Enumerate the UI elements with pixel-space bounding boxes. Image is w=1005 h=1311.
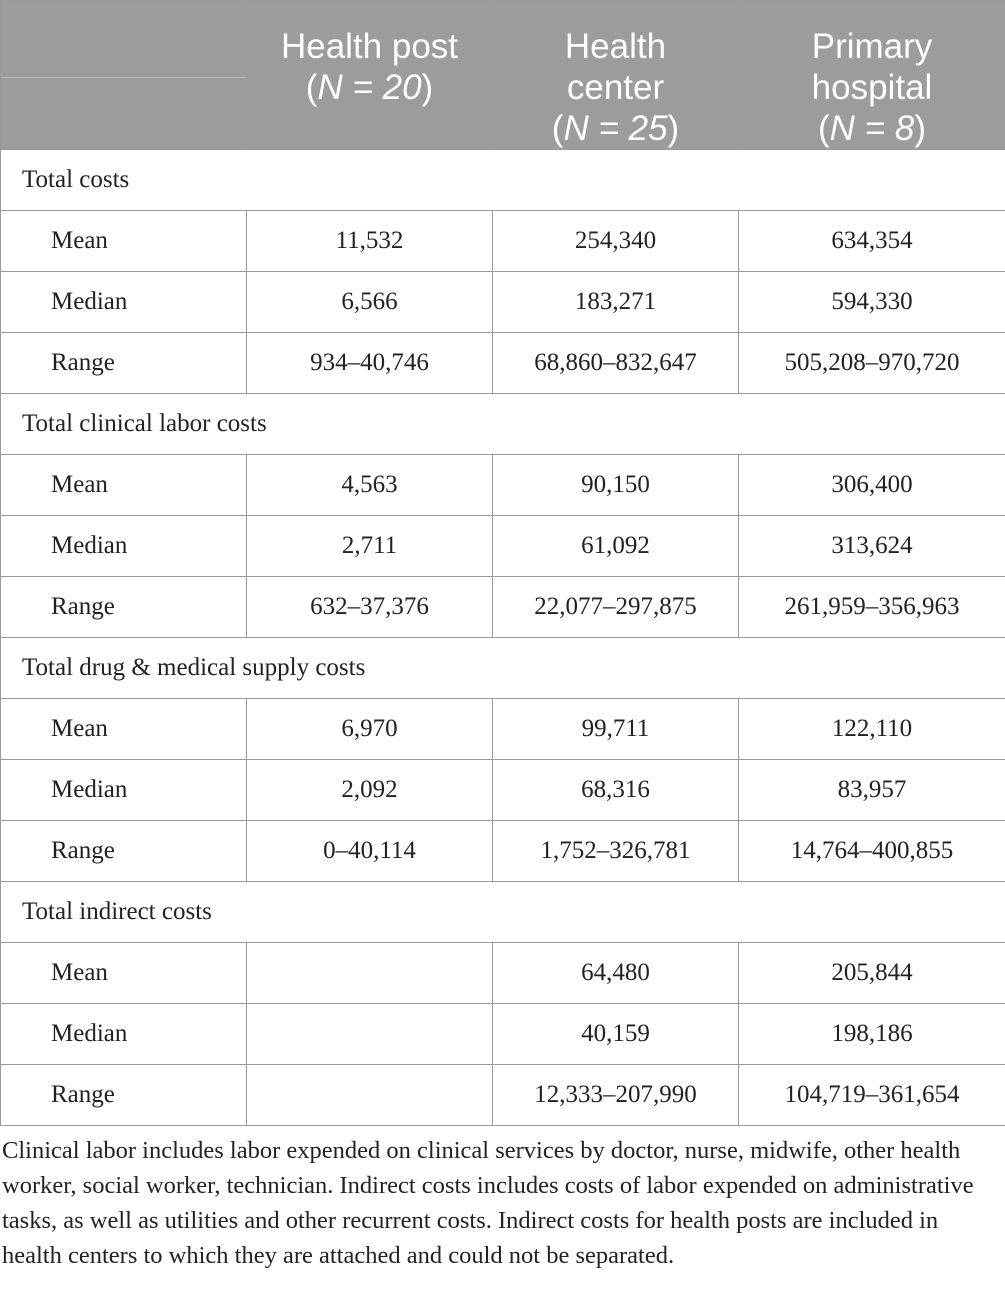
table-body — [1, 150, 1005, 1126]
stat-label: Median — [1, 760, 247, 821]
group-row-drug-supply — [1, 638, 1005, 699]
value-cell: 198,186 — [739, 1004, 1005, 1065]
stat-label: Range — [1, 333, 247, 394]
header-label: center — [566, 68, 665, 107]
value-cell: 68,316 — [493, 760, 739, 821]
table-row — [1, 516, 1005, 577]
table-row — [1, 943, 1005, 1004]
table-row — [1, 1004, 1005, 1065]
table-row — [1, 699, 1005, 760]
value-cell: 4,563 — [247, 455, 493, 516]
stat-label: Range — [1, 821, 247, 882]
value-cell — [247, 943, 493, 1004]
value-cell: 0–40,114 — [247, 821, 493, 882]
header-label: Health — [564, 27, 667, 66]
stat-label: Range — [1, 1065, 247, 1126]
value-cell: 122,110 — [739, 699, 1005, 760]
value-cell: 64,480 — [493, 943, 739, 1004]
stat-label: Mean — [1, 699, 247, 760]
stat-label: Range — [1, 577, 247, 638]
value-cell: 11,532 — [247, 211, 493, 272]
table-row — [1, 577, 1005, 638]
value-cell: 306,400 — [739, 455, 1005, 516]
value-cell: 505,208–970,720 — [739, 333, 1005, 394]
value-cell: 14,764–400,855 — [739, 821, 1005, 882]
value-cell: 99,711 — [493, 699, 739, 760]
value-cell: 12,333–207,990 — [493, 1065, 739, 1126]
value-cell: 1,752–326,781 — [493, 821, 739, 882]
table-row — [1, 272, 1005, 333]
header-n-label: N = 25 — [563, 109, 668, 148]
header-n-label: N = 8 — [829, 109, 915, 148]
group-label: Total indirect costs — [1, 882, 1005, 943]
table-row — [1, 455, 1005, 516]
table-row — [1, 211, 1005, 272]
value-cell: 261,959–356,963 — [739, 577, 1005, 638]
group-row-indirect — [1, 882, 1005, 943]
stat-label: Median — [1, 516, 247, 577]
value-cell: 83,957 — [739, 760, 1005, 821]
header-label: Health post — [280, 27, 459, 66]
value-cell: 22,077–297,875 — [493, 577, 739, 638]
value-cell: 634,354 — [739, 211, 1005, 272]
table-row — [1, 1065, 1005, 1126]
value-cell: 6,970 — [247, 699, 493, 760]
value-cell: 183,271 — [493, 272, 739, 333]
table-row — [1, 333, 1005, 394]
group-label: Total costs — [1, 150, 1005, 211]
value-cell: 934–40,746 — [247, 333, 493, 394]
stat-label: Mean — [1, 943, 247, 1004]
header-health-center: Health center (N = 25) — [493, 1, 739, 150]
value-cell: 2,092 — [247, 760, 493, 821]
stat-label: Median — [1, 1004, 247, 1065]
value-cell: 40,159 — [493, 1004, 739, 1065]
header-stub-cell — [1, 1, 247, 150]
value-cell: 2,711 — [247, 516, 493, 577]
stat-label: Median — [1, 272, 247, 333]
table-header — [1, 1, 1005, 150]
stat-label: Mean — [1, 455, 247, 516]
value-cell: 632–37,376 — [247, 577, 493, 638]
stat-label: Mean — [1, 211, 247, 272]
value-cell: 104,719–361,654 — [739, 1065, 1005, 1126]
table-row — [1, 760, 1005, 821]
value-cell: 90,150 — [493, 455, 739, 516]
value-cell: 254,340 — [493, 211, 739, 272]
header-health-post: Health post (N = 20) — [247, 1, 493, 150]
group-row-total-costs — [1, 150, 1005, 211]
group-row-clinical-labor — [1, 394, 1005, 455]
header-label: Primary — [811, 27, 933, 66]
value-cell: 68,860–832,647 — [493, 333, 739, 394]
value-cell: 6,566 — [247, 272, 493, 333]
table-footnote: Clinical labor includes labor expended on clinical services by doctor, nurse, midwife, other health worker, social worker, technician. Indirect costs includes costs of labor expended on administrative tasks, as well as utilities and other recurrent costs. Indirect costs for health posts are included in health centers to which they are attached and could not be separated. — [2, 1137, 974, 1269]
value-cell: 205,844 — [739, 943, 1005, 1004]
group-label: Total drug & medical supply costs — [1, 638, 1005, 699]
value-cell: 61,092 — [493, 516, 739, 577]
header-label: hospital — [811, 68, 933, 107]
value-cell — [247, 1065, 493, 1126]
table-row — [1, 821, 1005, 882]
header-primary-hospital: Primary hospital (N = 8) — [739, 1, 1005, 150]
value-cell — [247, 1004, 493, 1065]
header-n-label: N = 20 — [317, 68, 422, 107]
value-cell: 594,330 — [739, 272, 1005, 333]
group-label: Total clinical labor costs — [1, 394, 1005, 455]
value-cell: 313,624 — [739, 516, 1005, 577]
